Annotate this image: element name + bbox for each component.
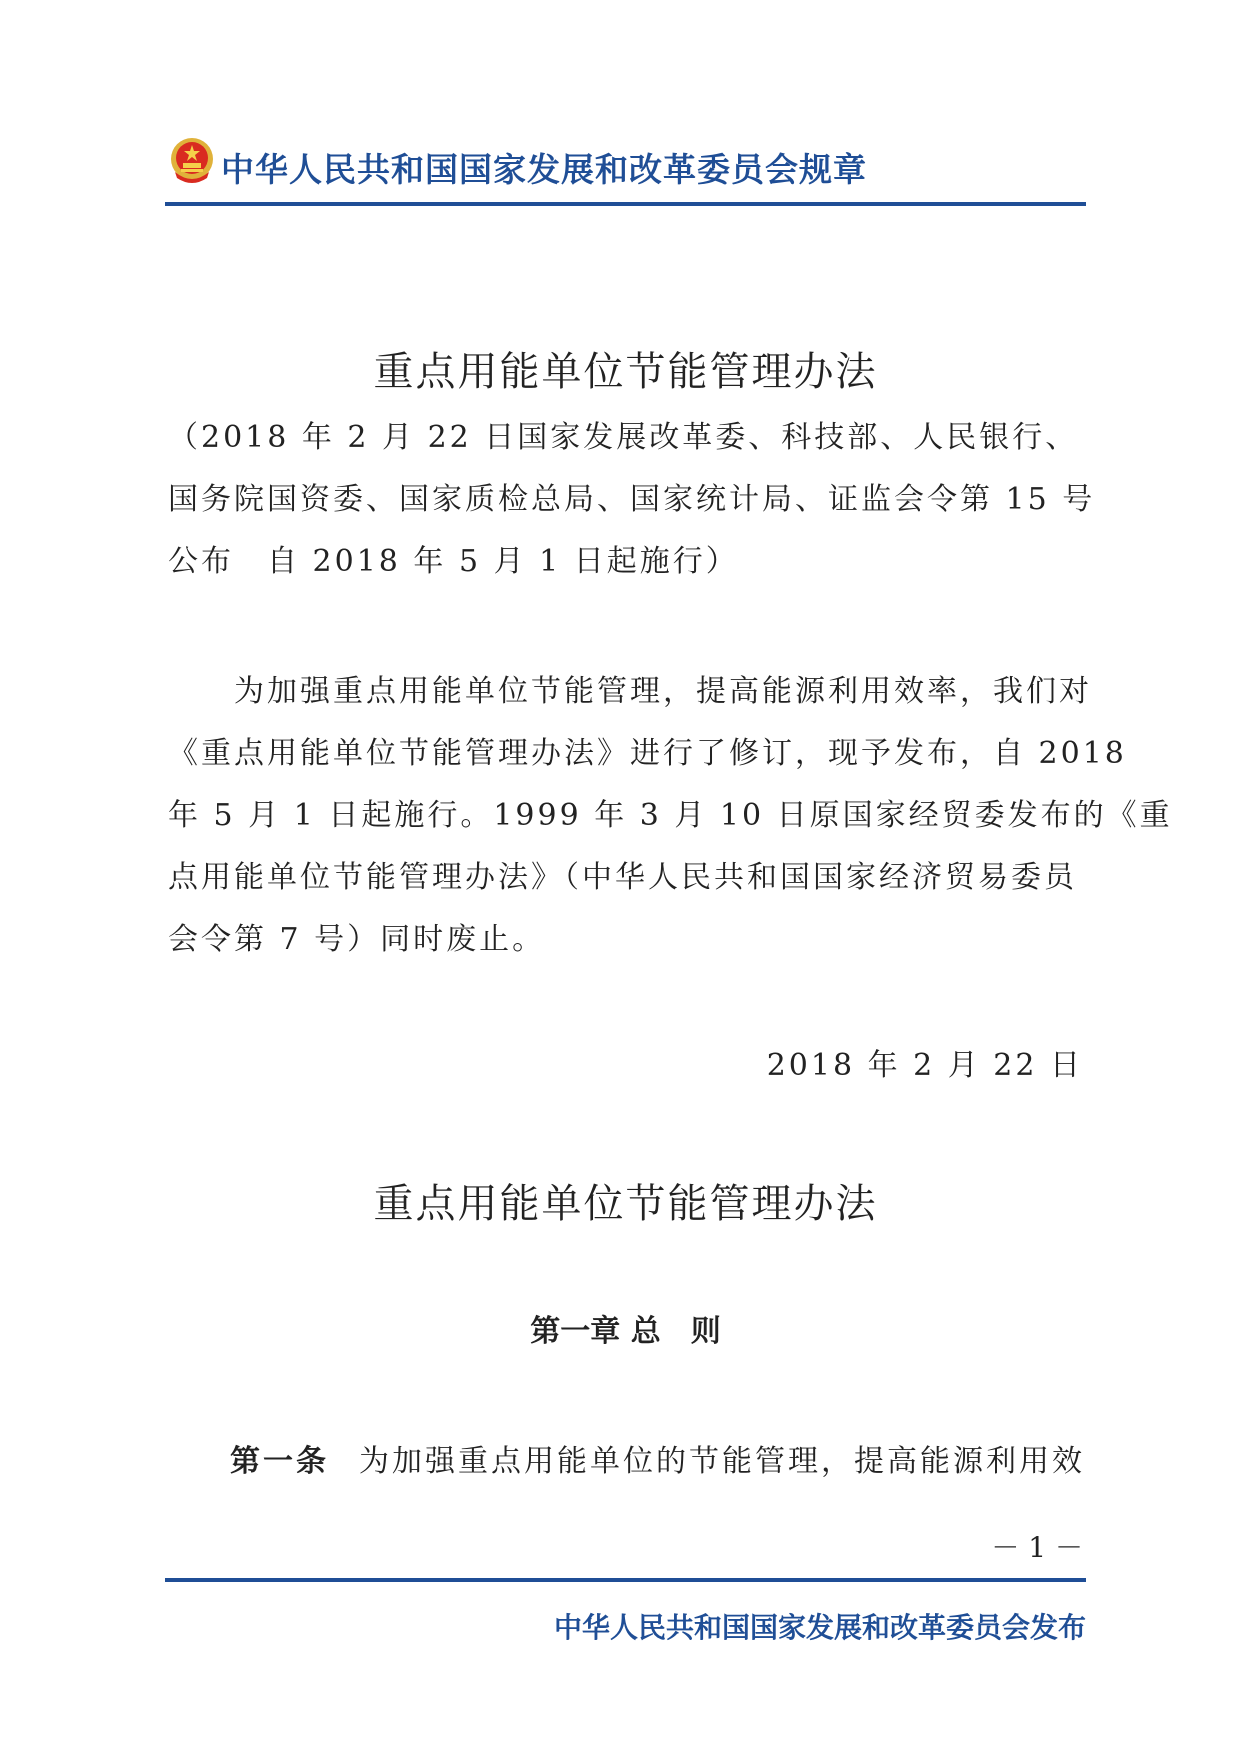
issuance-line: 公布 自 2018 年 5 月 1 日起施行） — [168, 544, 739, 579]
page-number: － 1 － — [991, 1531, 1083, 1564]
national-emblem-icon — [169, 136, 215, 184]
article-label: 第一条 — [230, 1444, 329, 1479]
preamble-line: 点用能单位节能管理办法》（中华人民共和国国家经济贸易委员 — [168, 860, 1077, 895]
document-title: 重点用能单位节能管理办法 — [373, 349, 878, 395]
page-header — [165, 136, 1086, 192]
preamble-line: 会令第 7 号）同时废止。 — [168, 922, 546, 957]
issuance-line: （2018 年 2 月 22 日国家发展改革委、科技部、人民银行、 — [168, 420, 1079, 455]
article-paragraph — [168, 1436, 1083, 1480]
footer-divider — [165, 1578, 1086, 1582]
issuance-line: 国务院国资委、国家质检总局、国家统计局、证监会令第 15 号 — [168, 482, 1096, 517]
header-title: 中华人民共和国国家发展和改革委员会规章 — [221, 150, 867, 189]
chapter-heading: 第一章 总 则 — [530, 1314, 721, 1349]
preamble-line: 《重点用能单位节能管理办法》进行了修订，现予发布，自 2018 — [168, 736, 1127, 771]
preamble-line: 为加强重点用能单位节能管理，提高能源利用效率，我们对 — [168, 674, 1092, 709]
document-title-repeat: 重点用能单位节能管理办法 — [373, 1181, 878, 1227]
article-text: 为加强重点用能单位的节能管理，提高能源利用效 — [359, 1444, 1085, 1479]
issue-date: 2018 年 2 月 22 日 — [766, 1048, 1083, 1083]
footer-text: 中华人民共和国国家发展和改革委员会发布 — [553, 1611, 1086, 1644]
preamble-line: 年 5 月 1 日起施行。1999 年 3 月 10 日原国家经贸委发布的《重 — [168, 798, 1173, 833]
header-divider — [165, 202, 1086, 206]
